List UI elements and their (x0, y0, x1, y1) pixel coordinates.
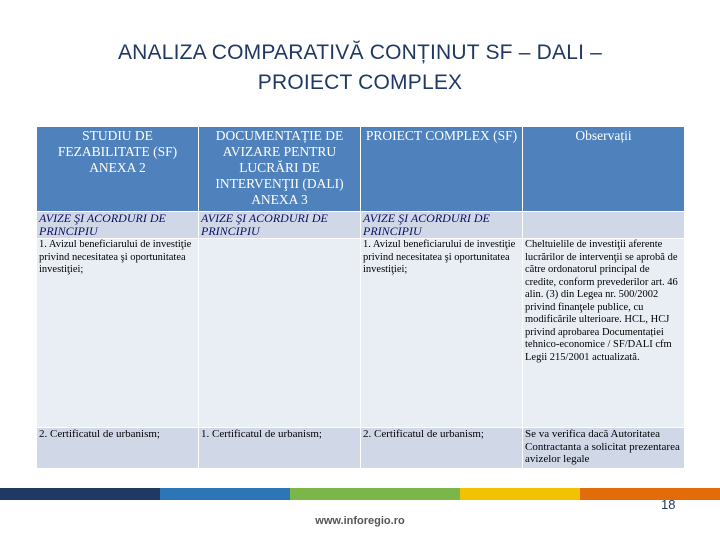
stripe-segment (290, 488, 460, 500)
footer-color-stripe (0, 488, 720, 500)
table-cell (199, 239, 361, 428)
subheader-cell: AVIZE ŞI ACORDURI DE PRINCIPIU (199, 212, 361, 239)
table-cell: 1. Certificatul de urbanism; (199, 428, 361, 469)
table-header-row (37, 127, 685, 212)
table-row (37, 239, 685, 428)
subheader-cell: AVIZE ŞI ACORDURI DE PRINCIPIU (37, 212, 199, 239)
stripe-segment (460, 488, 580, 500)
header-observatii: Observații (523, 127, 685, 212)
stripe-segment (0, 488, 160, 500)
table-subheader-row (37, 212, 685, 239)
slide-title (40, 38, 680, 98)
observation-cell: Se va verifica dacă Autoritatea Contractanta a solicitat prezentarea avizelor legale (523, 428, 685, 469)
table-cell: 1. Avizul beneficiarului de investiţie privind necesitatea şi oportunitatea investiţiei; (361, 239, 523, 428)
comparison-table (36, 126, 685, 469)
title-line-2: PROIECT COMPLEX (257, 71, 463, 94)
footer-url: www.inforegio.ro (315, 515, 405, 527)
title-line-1: ANALIZA COMPARATIVĂ CONȚINUT SF – DALI – (117, 41, 603, 64)
page-number: 18 (661, 497, 676, 512)
table-cell: 1. Avizul beneficiarului de investiţie privind necesitatea şi oportunitatea investiţiei; (37, 239, 199, 428)
stripe-segment (160, 488, 290, 500)
header-proiect-complex: PROIECT COMPLEX (SF) (361, 127, 523, 212)
stripe-segment (580, 488, 720, 500)
subheader-cell: AVIZE ŞI ACORDURI DE PRINCIPIU (361, 212, 523, 239)
observation-cell: Cheltuielile de investiţii aferente lucrărilor de intervenţii se aprobă de către ordonatorul principal de credite, conform prevederilor art. 46 alin. (3) din Legea nr. 500/2002 privind finanţele publice, cu modificările ulterioare. HCL, HCJ privind aprobarea Documentației tehnico-economice / SF/DALI cfm Legii 215/2001 actualizată. (523, 239, 685, 428)
table-cell: 2. Certificatul de urbanism; (361, 428, 523, 469)
table-row (37, 428, 685, 469)
subheader-cell (523, 212, 685, 239)
table-cell: 2. Certificatul de urbanism; (37, 428, 199, 469)
header-dali: DOCUMENTAȚIE DE AVIZARE PENTRU LUCRĂRI DE INTERVENŢII (DALI) ANEXA 3 (199, 127, 361, 212)
header-sf: STUDIU DE FEZABILITATE (SF) ANEXA 2 (37, 127, 199, 212)
